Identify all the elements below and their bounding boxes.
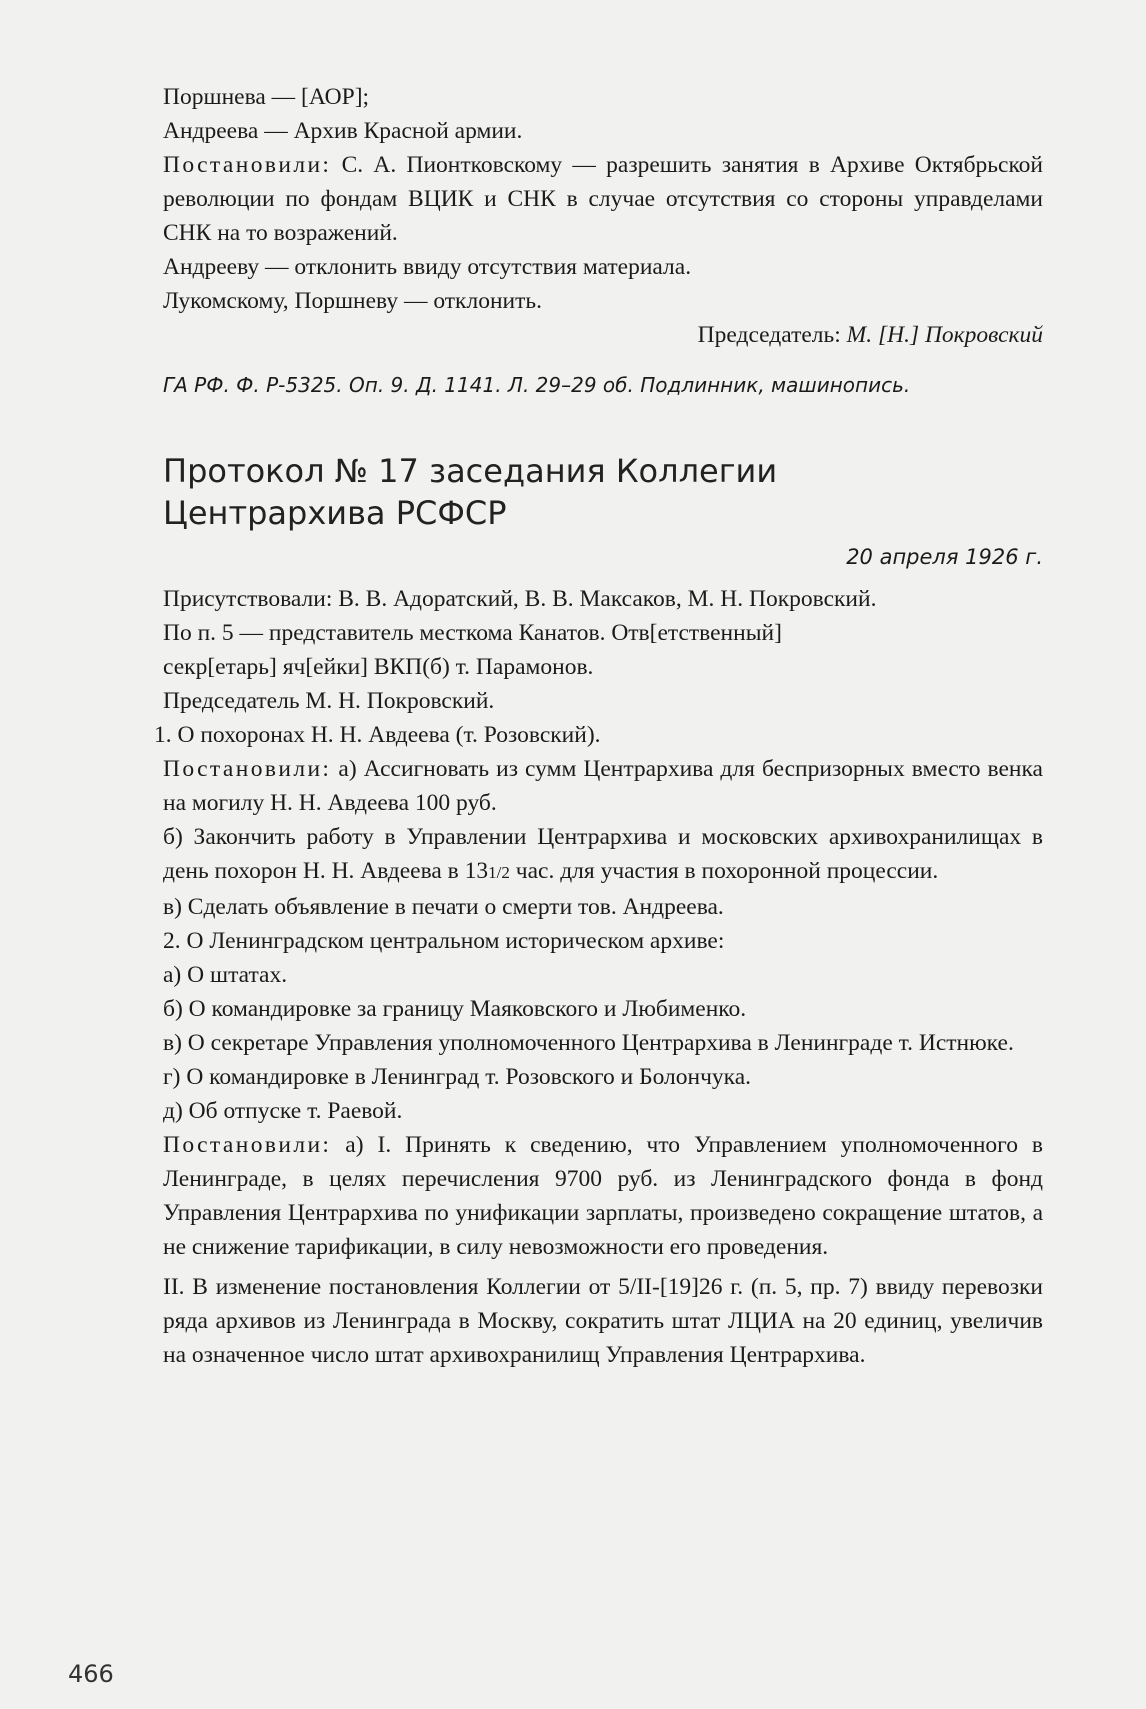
protocol-date: 20 апреля 1926 г. — [846, 545, 1043, 569]
resolution-paragraph-3 — [163, 1128, 1043, 1264]
item5-representative-line2: секр[етарь] яч[ейки] ВКП(б) т. Парамонов. — [163, 654, 594, 680]
present-line: Присутствовали: В. В. Адоратский, В. В. Максаков, М. Н. Покровский. — [163, 586, 877, 612]
half-fraction: 1/2 — [488, 863, 510, 882]
item2-v-secretary: в) О секретаре Управления уполномоченного Центрархива в Ленинграде т. Истнюке. — [163, 1030, 1014, 1056]
page-number: 466 — [68, 1660, 114, 1688]
resolution-text: а) Ассигновать из сумм Центрархива для беспризорных вместо венка на могилу Н. Н. Авдеева 100 руб. — [163, 756, 1043, 816]
resolution-paragraph-1 — [163, 148, 1043, 250]
item2-g-trip-leningrad: г) О командировке в Ленинград т. Розовского и Болончука. — [163, 1064, 752, 1090]
previous-protocol-ending — [163, 80, 1043, 352]
line-porshneva: Поршнева — [АОР]; — [163, 84, 370, 110]
chair-label: Председатель: — [697, 322, 841, 348]
line-andreeva: Андреева — Архив Красной армии. — [163, 118, 523, 144]
line-lukomskomu: Лукомскому, Поршневу — отклонить. — [163, 288, 542, 314]
funeral-text-end: час. для участия в похоронной процессии. — [509, 858, 939, 884]
agenda-item-1: 1. О похоронах Н. Н. Авдеева (т. Розовский). — [154, 722, 601, 748]
item2-a-staff: а) О штатах. — [163, 962, 288, 988]
resolution-text: а) I. Принять к сведению, что Управлением уполномоченного в Ленинграде, в целях перечисления 9700 руб. из Ленинградского фонда в фонд Управления Центрархива по унификации зарплаты, произведено сокращение штатов, а не снижение тарификации, в силу невозможности его проведения. — [163, 1132, 1043, 1260]
chair-name: М. [Н.] Покровский — [846, 322, 1043, 348]
resolution-paragraph-2 — [163, 752, 1043, 820]
resolved-label: Постановили: — [163, 1132, 332, 1158]
source-citation-block — [163, 368, 1043, 402]
item2-d-leave: д) Об отпуске т. Раевой. — [163, 1098, 403, 1124]
item5-representative-line1: По п. 5 — представитель месткома Канатов. Отв[етственный] — [163, 620, 782, 646]
source-citation: ГА РФ. Ф. Р-5325. Оп. 9. Д. 1141. Л. 29–29 об. Подлинник, машинопись. — [163, 373, 911, 397]
item2-b-trip-abroad: б) О командировке за границу Маяковского и Любименко. — [163, 996, 747, 1022]
protocol-heading — [163, 450, 1043, 534]
resolved-label: Постановили: — [163, 152, 332, 178]
heading-line-1: Протокол № 17 заседания Коллегии — [163, 452, 778, 490]
resolved-label: Постановили: — [163, 756, 332, 782]
resolution-text: С. А. Пионтковскому — разрешить занятия в Архиве Октябрьской революции по фондам ВЦИК и СНК в случае отсутствия со стороны управделами СНК на то возражений. — [163, 152, 1043, 246]
chair-signature — [163, 318, 1043, 352]
chairman-line: Председатель М. Н. Покровский. — [163, 688, 495, 714]
resolution-v-announcement: в) Сделать объявление в печати о смерти тов. Андреева. — [163, 894, 724, 920]
resolution-b-funeral — [163, 820, 1043, 890]
line-andreevu: Андрееву — отклонить ввиду отсутствия материала. — [163, 254, 692, 280]
protocol-body — [154, 540, 1043, 1372]
resolution-ii-paragraph: II. В изменение постановления Коллегии от 5/II-[19]26 г. (п. 5, пр. 7) ввиду перевозки ряда архивов из Ленинграда в Москву, сократить штат ЛЦИА на 20 единиц, увеличив на означенное число штат архивохранилищ Управления Центрархива. — [163, 1274, 1043, 1368]
funeral-text-start: б) Закончить работу в Управлении Центрархива и московских архивохранилищах в день похорон Н. Н. Авдеева в 13 — [163, 824, 1043, 884]
heading-line-2: Центрархива РСФСР — [163, 494, 507, 532]
agenda-item-2: 2. О Ленинградском центральном историческом архиве: — [163, 928, 725, 954]
